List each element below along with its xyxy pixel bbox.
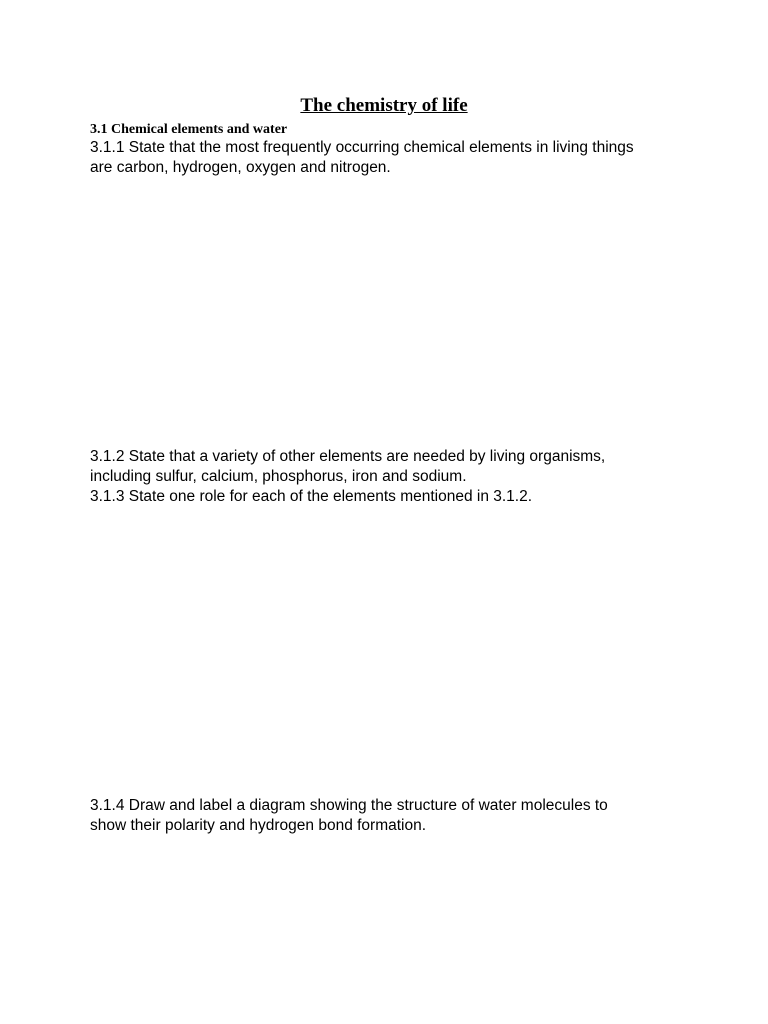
objective-3-1-2-and-3-1-3	[90, 447, 690, 507]
page-title: The chemistry of life	[300, 95, 468, 116]
text-line: 3.1.4 Draw and label a diagram showing the structure of water molecules to	[90, 797, 608, 814]
text-line: 3.1.3 State one role for each of the elements mentioned in 3.1.2.	[90, 488, 533, 505]
text-line: 3.1.2 State that a variety of other elements are needed by living organisms,	[90, 448, 606, 465]
text-line: 3.1.1 State that the most frequently occurring chemical elements in living things	[90, 139, 634, 156]
objective-3-1-1	[90, 138, 690, 178]
text-line: are carbon, hydrogen, oxygen and nitrogen.	[90, 159, 391, 176]
text-line: including sulfur, calcium, phosphorus, iron and sodium.	[90, 468, 467, 485]
section-heading: 3.1 Chemical elements and water	[90, 122, 288, 137]
text-line: show their polarity and hydrogen bond formation.	[90, 817, 427, 834]
objective-3-1-4	[90, 796, 690, 836]
